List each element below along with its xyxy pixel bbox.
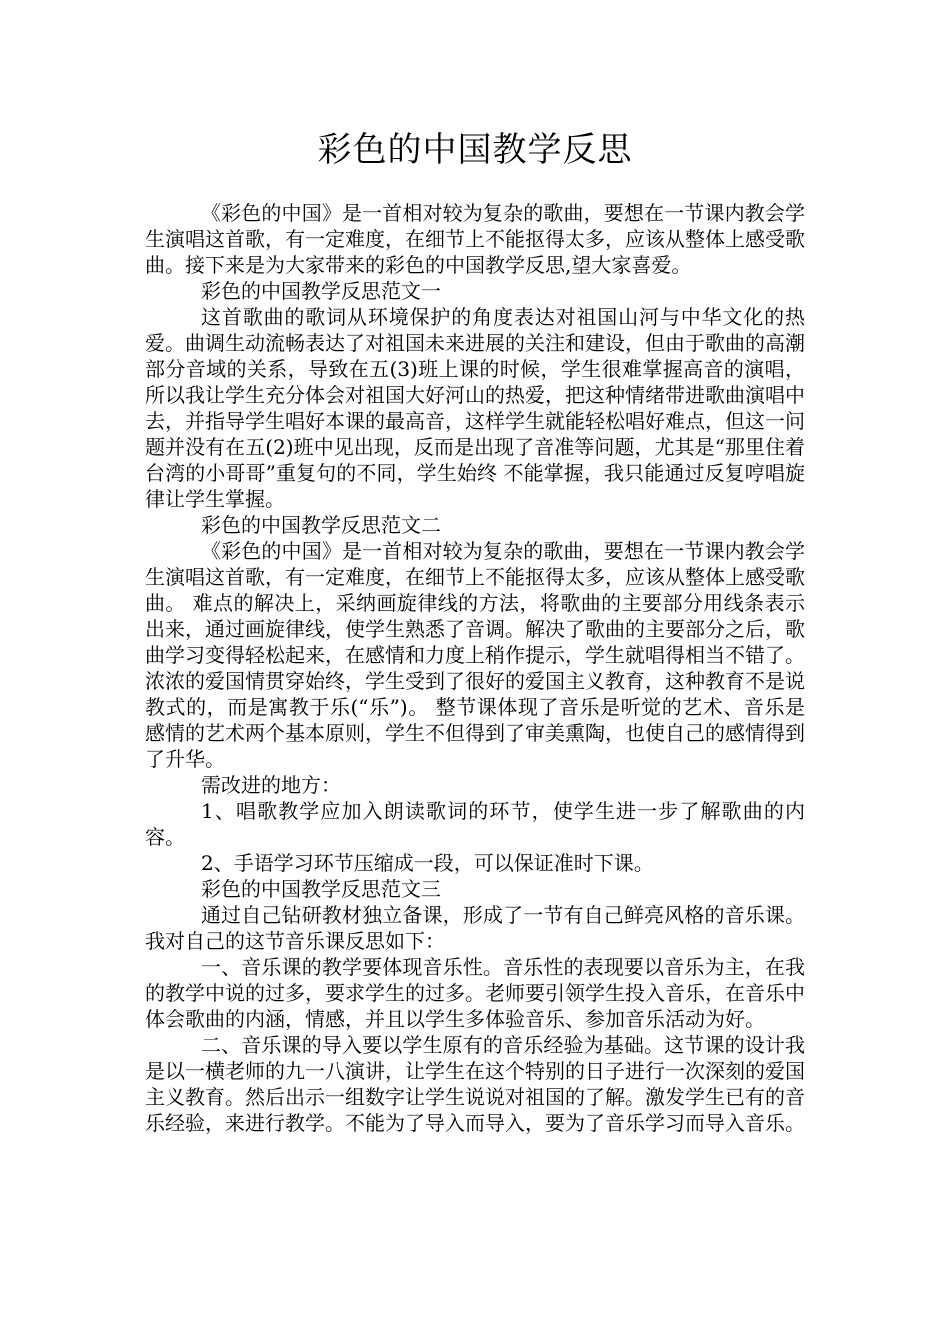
intro-paragraph: 《彩色的中国》是一首相对较为复杂的歌曲，要想在一节课内教会学生演唱这首歌，有一定难度，在细节上不能抠得太多，应该从整体上感受歌曲。接下来是为大家带来的彩色的中国教学反思,望大家喜爱。 — [145, 201, 805, 277]
section-heading-2: 彩色的中国教学反思范文二 — [201, 513, 441, 537]
improvement-item-1: 1、唱歌教学应加入朗读歌词的环节，使学生进一步了解歌曲的内容。 — [145, 799, 805, 849]
section-heading-3: 彩色的中国教学反思范文三 — [201, 877, 441, 901]
section-3-point-1: 一、音乐课的教学要体现音乐性。音乐性的表现要以音乐为主，在我的教学中说的过多，要求学生的过多。老师要引领学生投入音乐，在音乐中体会歌曲的内涵，情感，并且以学生多体验音乐、参加音乐活动为好。 — [145, 955, 805, 1031]
document-body — [145, 200, 805, 1136]
section-1-paragraph: 这首歌曲的歌词从环境保护的角度表达对祖国山河与中华文化的热爱。曲调生动流畅表达了对祖国未来进展的关注和建设，但由于歌曲的高潮部分音域的关系，导致在五(3)班上课的时候，学生很难掌握高音的演唱，所以我让学生充分体会对祖国大好河山的热爱，把这种情绪带进歌曲演唱中去，并指导学生唱好本课的最高音，这样学生就能轻松唱好难点，但这一问题并没有在五(2)班中见出现，反而是出现了音准等问题，尤其是“那里住着台湾的小哥哥”重复句的不同，学生始终 不能掌握，我只能通过反复哼唱旋律让学生掌握。 — [145, 305, 805, 511]
section-3-paragraph: 通过自己钻研教材独立备课，形成了一节有自己鲜亮风格的音乐课。我对自己的这节音乐课反思如下： — [145, 903, 805, 953]
improvement-item-2: 2、手语学习环节压缩成一段，可以保证准时下课。 — [201, 851, 654, 875]
improvements-heading: 需改进的地方： — [201, 773, 341, 797]
document-title: 彩色的中国教学反思 — [317, 130, 633, 170]
section-heading-1: 彩色的中国教学反思范文一 — [201, 279, 441, 303]
section-2-paragraph: 《彩色的中国》是一首相对较为复杂的歌曲，要想在一节课内教会学生演唱这首歌，有一定难度，在细节上不能抠得太多，应该从整体上感受歌曲。 难点的解决上，采纳画旋律线的方法，将歌曲的主要部分用线条表示出来，通过画旋律线，使学生熟悉了音调。解决了歌曲的主要部分之后，歌曲学习变得轻松起来，在感情和力度上稍作提示，学生就唱得相当不错了。 浓浓的爱国情贯穿始终，学生受到了很好的爱国主义教育，这种教育不是说教式的，而是寓教于乐(“乐”)。 整节课体现了音乐是听觉的艺术、音乐是感情的艺术两个基本原则，学生不但得到了审美熏陶，也使自己的感情得到了升华。 — [145, 539, 805, 771]
section-3-point-2: 二、音乐课的导入要以学生原有的音乐经验为基础。这节课的设计我是以一横老师的九一八演讲，让学生在这个特别的日子进行一次深刻的爱国主义教育。然后出示一组数字让学生说说对祖国的了解。激发学生已有的音乐经验，来进行教学。不能为了导入而导入，要为了音乐学习而导入音乐。 — [145, 1033, 805, 1135]
